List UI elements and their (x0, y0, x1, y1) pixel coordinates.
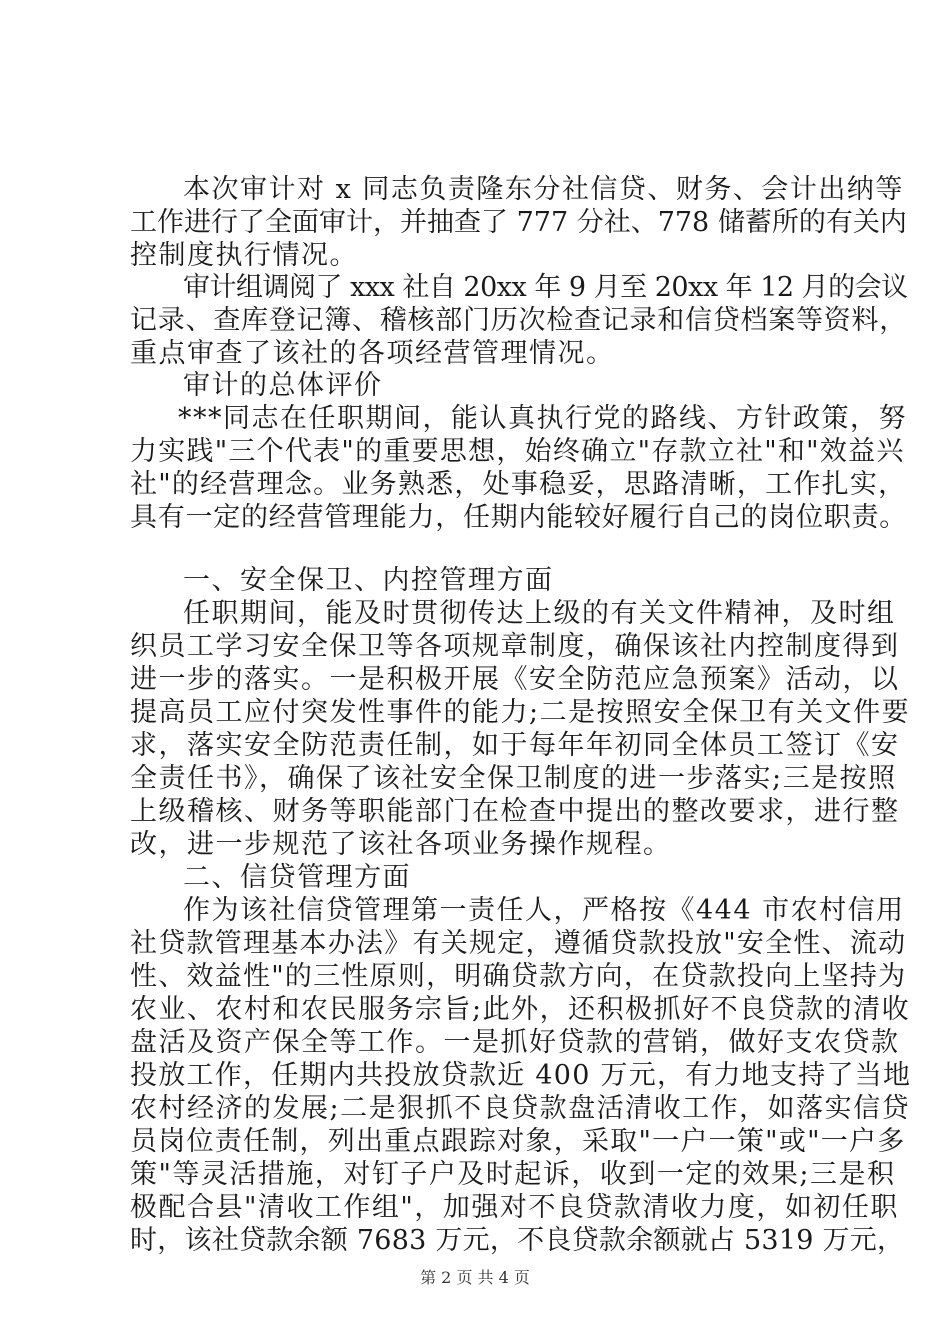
paragraph-security-control-line: 提高员工应付突发性事件的能力;二是按照安全保卫有关文件要 (130, 697, 911, 728)
paragraph-audit-scope-line: 工作进行了全面审计，并抽查了 777 分社、778 储蓄所的有关内 (130, 207, 907, 238)
paragraph-security-control-line: 全责任书》，确保了该社安全保卫制度的进一步落实;三是按照 (130, 763, 897, 794)
paragraph-credit-management-line: 极配合县"清收工作组"，加强对不良贷款清收力度，如初任职 (130, 1192, 899, 1223)
paragraph-security-control-line: 进一步的落实。一是积极开展《安全防范应急预案》活动，以 (130, 664, 900, 695)
paragraph-credit-management-line: 时，该社贷款余额 7683 万元，不良贷款余额就占 5319 万元， (130, 1225, 905, 1256)
paragraph-security-control-line: 上级稽核、财务等职能部门在检查中提出的整改要求，进行整 (130, 796, 900, 827)
paragraph-overall-evaluation-line: 力实践"三个代表"的重要思想，始终确立"存款立社"和"效益兴 (130, 436, 905, 467)
paragraph-audit-scope-line: 本次审计对 x 同志负责隆东分社信贷、财务、会计出纳等 (183, 174, 904, 205)
paragraph-credit-management-line: 农业、农村和农民服务宗旨;此外，还积极抓好不良贷款的清收 (130, 994, 911, 1025)
paragraph-credit-management-line: 作为该社信贷管理第一责任人，严格按《444 市农村信用 (183, 895, 905, 926)
heading-overall-evaluation: 审计的总体评价 (183, 370, 383, 401)
paragraph-security-control-line: 求，落实安全防范责任制，如于每年年初同全体员工签订《安 (130, 730, 900, 761)
paragraph-audit-materials-line: 记录、查库登记簿、稽核部门历次检查记录和信贷档案等资料， (130, 305, 907, 336)
paragraph-overall-evaluation-line: 具有一定的经营管理能力，任期内能较好履行自己的岗位职责。 (130, 502, 907, 533)
heading-security-control: 一、安全保卫、内控管理方面 (183, 565, 554, 596)
paragraph-overall-evaluation-line: 社"的经营理念。业务熟悉，处事稳妥，思路清晰，工作扎实， (130, 469, 907, 500)
heading-credit-management: 二、信贷管理方面 (183, 862, 411, 893)
paragraph-credit-management-line: 性、效益性"的三性原则，明确贷款方向，在贷款投向上坚持为 (130, 961, 907, 992)
paragraph-credit-management-line: 投放工作，任期内共投放贷款近 400 万元，有力地支持了当地 (130, 1060, 912, 1091)
paragraph-security-control-line: 织员工学习安全保卫等各项规章制度，确保该社内控制度得到 (130, 631, 900, 662)
paragraph-credit-management-line: 员岗位责任制，列出重点跟踪对象，采取"一户一策"或"一户多 (130, 1126, 906, 1157)
paragraph-security-control-line: 改，进一步规范了该社各项业务操作规程。 (130, 829, 672, 860)
paragraph-audit-materials-line: 审计组调阅了 xxx 社自 20xx 年 9 月至 20xx 年 12 月的会议 (183, 272, 908, 303)
paragraph-credit-management-line: 策"等灵活措施，对钉子户及时起诉，收到一定的效果;三是积 (130, 1159, 896, 1190)
paragraph-credit-management-line: 农村经济的发展;二是狠抓不良贷款盘活清收工作，如落实信贷 (130, 1093, 911, 1124)
paragraph-credit-management-line: 盘活及资产保全等工作。一是抓好贷款的营销，做好支农贷款 (130, 1027, 900, 1058)
page-number-footer: 第 2 页 共 4 页 (420, 1268, 530, 1287)
paragraph-audit-materials-line: 重点审查了该社的各项经营管理情况。 (130, 338, 615, 369)
paragraph-security-control-line: 任职期间，能及时贯彻传达上级的有关文件精神，及时组 (183, 598, 896, 629)
paragraph-credit-management-line: 社贷款管理基本办法》有关规定，遵循贷款投放"安全性、流动 (130, 928, 907, 959)
paragraph-overall-evaluation-line: ***同志在任职期间，能认真执行党的路线、方针政策，努 (178, 403, 907, 434)
paragraph-audit-scope-line: 控制度执行情况。 (130, 240, 358, 271)
